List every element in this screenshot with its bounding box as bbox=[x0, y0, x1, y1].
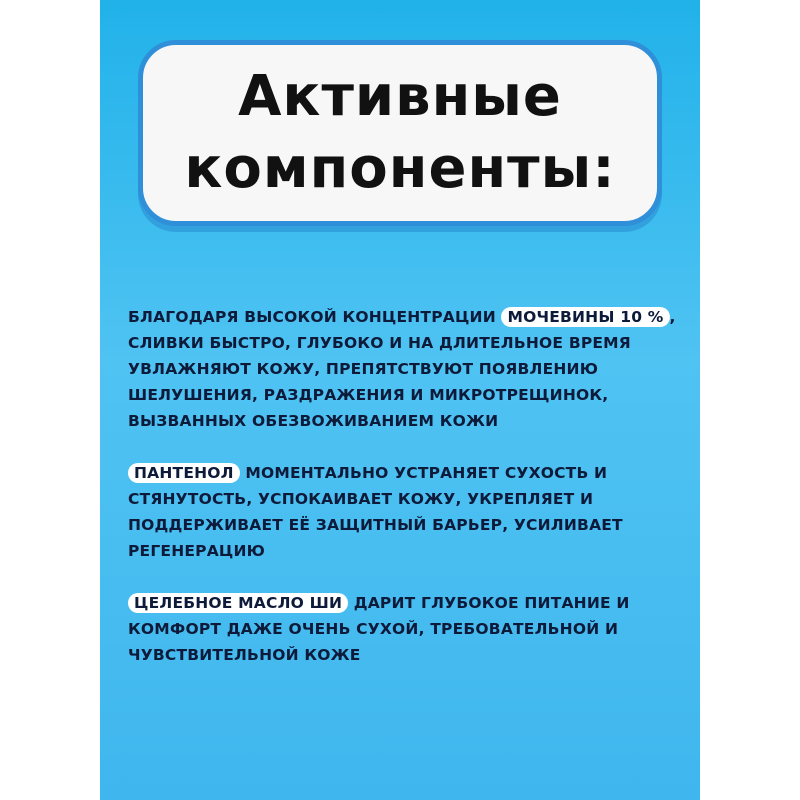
highlight-panthenol: ПАНТЕНОЛ bbox=[128, 463, 240, 483]
paragraph-urea-after: , СЛИВКИ БЫСТРО, ГЛУБОКО И НА ДЛИТЕЛЬНОЕ ВРЕМЯ УВЛАЖНЯЮТ КОЖУ, ПРЕПЯТСТВУЮТ ПОЯВЛЕНИЮ ШЕЛУШЕНИЯ, РАЗДРАЖЕНИЯ И МИКРОТРЕЩИНОК, ВЫЗВАННЫХ ОБЕЗВОЖИВАНИЕМ КОЖИ bbox=[128, 308, 676, 430]
paragraph-panthenol bbox=[128, 460, 688, 564]
product-card bbox=[100, 0, 700, 800]
paragraph-panthenol-after: МОМЕНТАЛЬНО УСТРАНЯЕТ СУХОСТЬ И СТЯНУТОСТЬ, УСПОКАИВАЕТ КОЖУ, УКРЕПЛЯЕТ И ПОДДЕРЖИВАЕТ ЕЁ ЗАЩИТНЫЙ БАРЬЕР, УСИЛИВАЕТ РЕГЕНЕРАЦИЮ bbox=[128, 464, 623, 560]
title-line-1: Активные bbox=[238, 64, 562, 129]
title-line-2: компоненты: bbox=[184, 136, 616, 201]
paragraph-shea-after: ДАРИТ ГЛУБОКОЕ ПИТАНИЕ И КОМФОРТ ДАЖЕ ОЧЕНЬ СУХОЙ, ТРЕБОВАТЕЛЬНОЙ И ЧУВСТВИТЕЛЬНОЙ КОЖЕ bbox=[128, 594, 630, 664]
highlight-urea: МОЧЕВИНЫ 10 % bbox=[501, 307, 669, 327]
paragraph-urea bbox=[128, 304, 688, 434]
ingredients-text bbox=[128, 304, 688, 694]
paragraph-urea-before: БЛАГОДАРЯ ВЫСОКОЙ КОНЦЕНТРАЦИИ bbox=[128, 308, 502, 326]
paragraph-shea bbox=[128, 590, 688, 668]
title-box bbox=[138, 40, 662, 226]
highlight-shea: ЦЕЛЕБНОЕ МАСЛО ШИ bbox=[128, 593, 348, 613]
